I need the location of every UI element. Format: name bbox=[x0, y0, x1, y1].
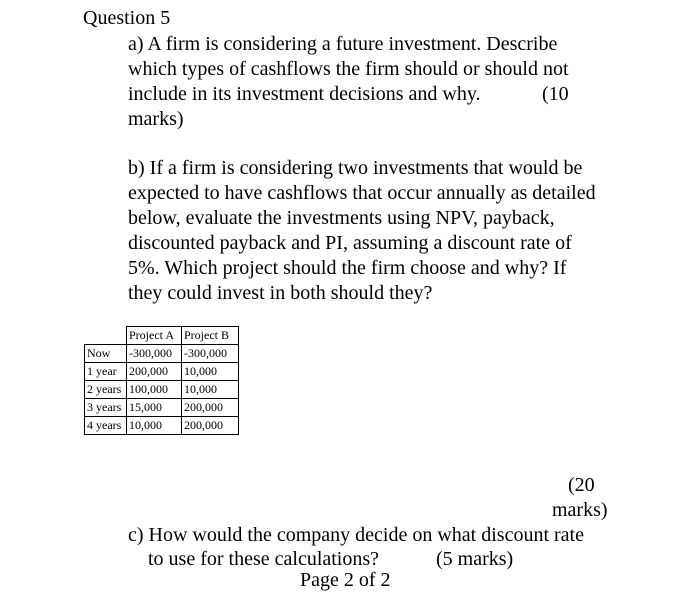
project-a-cell: 10,000 bbox=[127, 417, 182, 435]
period-cell: 3 years bbox=[85, 399, 127, 417]
table-corner-cell bbox=[85, 327, 127, 345]
part-a-marks-open: (10 bbox=[542, 83, 569, 105]
project-b-cell: -300,000 bbox=[182, 345, 239, 363]
table-row bbox=[85, 381, 239, 399]
part-b-line-1: b) If a firm is considering two investments that would be bbox=[128, 157, 583, 179]
page-indicator-text: Page 2 of 2 bbox=[300, 569, 391, 591]
project-a-cell: 200,000 bbox=[127, 363, 182, 381]
project-b-cell: 200,000 bbox=[182, 399, 239, 417]
table-row bbox=[85, 399, 239, 417]
project-a-cell: 15,000 bbox=[127, 399, 182, 417]
part-b-line-2: expected to have cashflows that occur annually as detailed bbox=[128, 182, 596, 204]
header-project-a: Project A bbox=[127, 327, 182, 345]
project-b-cell: 10,000 bbox=[182, 381, 239, 399]
part-a-line-1: a) A firm is considering a future investment. Describe bbox=[128, 33, 558, 55]
part-a-line-2: which types of cashflows the firm should or should not bbox=[128, 58, 569, 80]
part-c-marks: (5 marks) bbox=[436, 548, 514, 570]
part-c-line-2: to use for these calculations? bbox=[148, 548, 380, 570]
table-header-row bbox=[85, 327, 239, 345]
project-a-cell: -300,000 bbox=[127, 345, 182, 363]
project-b-cell: 200,000 bbox=[182, 417, 239, 435]
period-cell: Now bbox=[85, 345, 127, 363]
table-row bbox=[85, 417, 239, 435]
page-indicator bbox=[300, 568, 410, 591]
part-b-marks-close: marks) bbox=[552, 499, 608, 521]
part-b-line-5: 5%. Which project should the firm choose and why? If bbox=[128, 257, 567, 279]
table-row bbox=[85, 363, 239, 381]
part-a-line-3: include in its investment decisions and why. bbox=[128, 83, 481, 105]
cashflow-table bbox=[84, 326, 239, 435]
part-b-line-6: they could invest in both should they? bbox=[128, 282, 433, 304]
header-project-b: Project B bbox=[182, 327, 239, 345]
part-b-marks-open: (20 bbox=[568, 474, 595, 496]
period-cell: 2 years bbox=[85, 381, 127, 399]
period-cell: 4 years bbox=[85, 417, 127, 435]
table-row bbox=[85, 345, 239, 363]
part-a-marks-close: marks) bbox=[128, 108, 184, 130]
part-b-line-4: discounted payback and PI, assuming a discount rate of bbox=[128, 232, 572, 254]
part-b-line-3: below, evaluate the investments using NPV, payback, bbox=[128, 207, 555, 229]
part-c-line-1: c) How would the company decide on what discount rate bbox=[128, 524, 584, 546]
project-b-cell: 10,000 bbox=[182, 363, 239, 381]
project-a-cell: 100,000 bbox=[127, 381, 182, 399]
question-title: Question 5 bbox=[83, 7, 171, 29]
period-cell: 1 year bbox=[85, 363, 127, 381]
